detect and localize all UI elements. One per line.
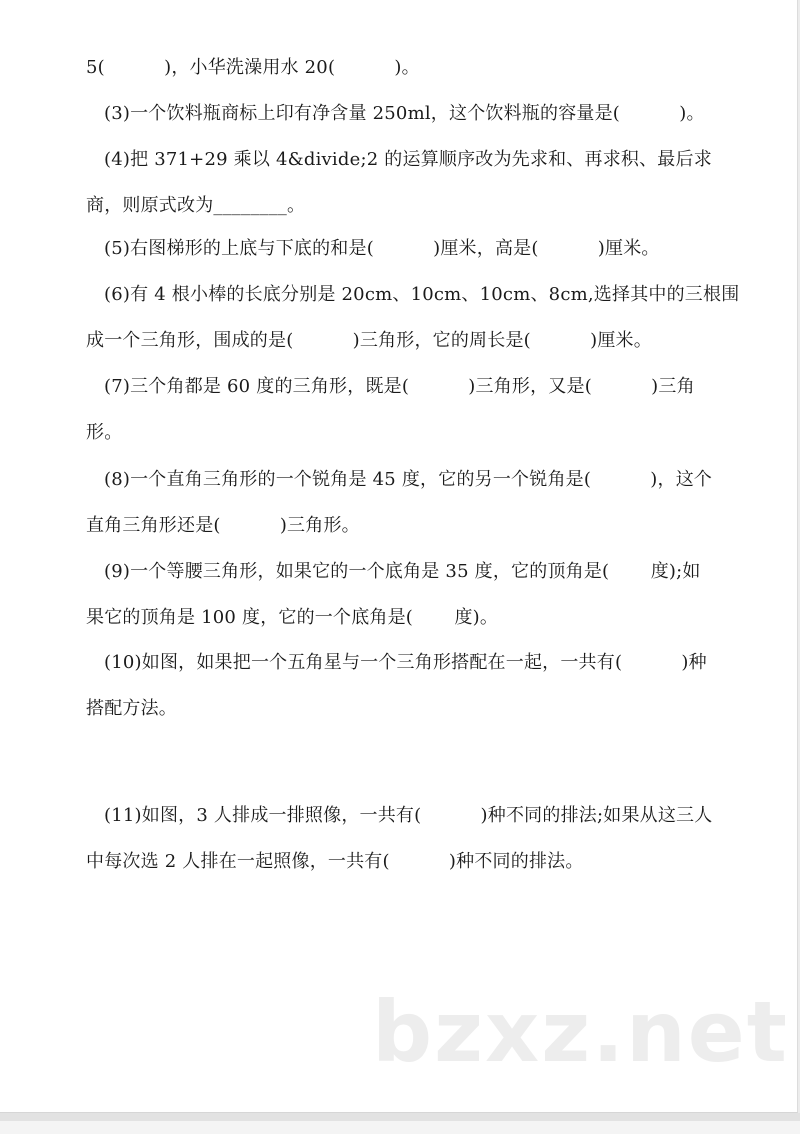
question-6-line-1: (6)有 4 根小棒的长底分别是 20cm、10cm、10cm、8cm,选择其中的三根围 — [104, 284, 740, 305]
question-11-line-2: 中每次选 2 人排在一起照像，一共有( )种不同的排法。 — [86, 851, 584, 872]
question-8-line-2: 直角三角形还是( )三角形。 — [86, 515, 360, 536]
question-3: (3)一个饮料瓶商标上印有净含量 250ml，这个饮料瓶的容量是( )。 — [104, 103, 705, 124]
question-5: (5)右图梯形的上底与下底的和是( )厘米，高是( )厘米。 — [104, 238, 660, 259]
question-8-line-1: (8)一个直角三角形的一个锐角是 45 度，它的另一个锐角是( )，这个 — [104, 469, 713, 490]
question-4-line-2: 商，则原式改为________。 — [86, 195, 306, 216]
question-6-line-2: 成一个三角形，围成的是( )三角形，它的周长是( )厘米。 — [86, 330, 652, 351]
question-7-line-1: (7)三个角都是 60 度的三角形，既是( )三角形，又是( )三角 — [104, 376, 695, 397]
question-2-continuation: 5( )，小华洗澡用水 20( )。 — [86, 57, 420, 78]
question-10-line-1: (10)如图，如果把一个五角星与一个三角形搭配在一起，一共有( )种 — [104, 652, 707, 673]
question-9-line-2: 果它的顶角是 100 度，它的一个底角是( 度)。 — [86, 607, 499, 628]
question-11-line-1: (11)如图，3 人排成一排照像，一共有( )种不同的排法;如果从这三人 — [104, 805, 713, 826]
question-9-line-1: (9)一个等腰三角形，如果它的一个底角是 35 度，它的顶角是( 度);如 — [104, 561, 701, 582]
next-page-edge — [0, 1121, 800, 1134]
question-7-line-2: 形。 — [86, 422, 123, 443]
page-separator — [0, 1113, 800, 1121]
watermark: bzxz.net — [372, 983, 789, 1081]
question-4-line-1: (4)把 371+29 乘以 4&divide;2 的运算顺序改为先求和、再求积、最后求 — [104, 149, 712, 170]
question-10-line-2: 搭配方法。 — [86, 698, 177, 719]
